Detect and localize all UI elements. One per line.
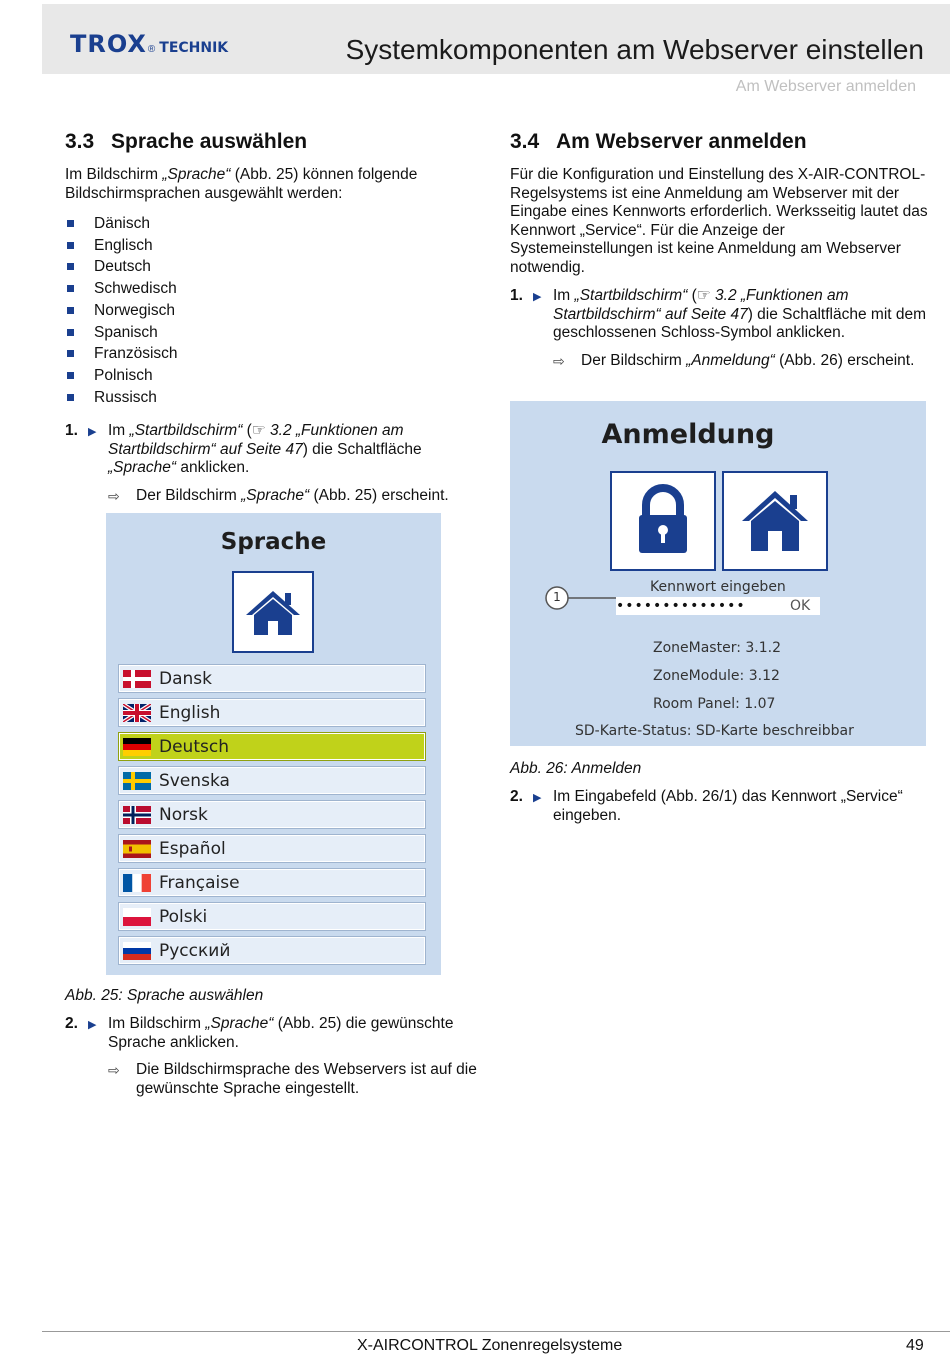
figure-caption-25: Abb. 25: Sprache auswählen: [65, 987, 264, 1004]
norway-flag-icon: [123, 806, 151, 824]
text-italic: „Startbildschirm“: [574, 287, 688, 304]
list-item: [65, 343, 485, 365]
cross-reference-icon: ☞: [696, 287, 711, 304]
sprache-screen-figure: [106, 513, 441, 975]
cross-reference-link[interactable]: 3.2 „Funktionen am Startbildschirm“ auf Seite 47: [108, 422, 404, 458]
section-title: Sprache auswählen: [111, 130, 308, 153]
list-item-label: Deutsch: [94, 258, 151, 276]
list-item-label: Schwedisch: [94, 280, 177, 298]
bullet-square-icon: [67, 372, 74, 379]
language-button-norsk[interactable]: [118, 800, 426, 829]
language-button-label: Dansk: [159, 668, 212, 689]
section-number: 3.4: [510, 130, 540, 153]
lock-icon: [612, 473, 714, 569]
bullet-square-icon: [67, 220, 74, 227]
list-item: [65, 256, 485, 278]
language-button-francaise[interactable]: [118, 868, 426, 897]
russia-flag-icon: [123, 942, 151, 960]
text: ) die Schaltfläche mit dem geschlossenen Schloss-Symbol anklicken.: [553, 305, 927, 341]
intro-paragraph: Für die Konfiguration und Einstellung des X-AIR-CONTROL-Regelsystems ist eine Anmeldung am Webserver mit der Eingabe eines Kennworts erforderlich. Werksseitig lautet das Kennwort „Service“. Für die Anzeige der Systemeinstellungen ist keine Anmeldung am Webserver notwendig.: [510, 166, 928, 276]
zonemaster-version: ZoneMaster: 3.1.2: [653, 640, 781, 656]
text-italic: „Sprache“: [162, 166, 231, 183]
home-button[interactable]: [722, 471, 828, 571]
text-italic: „Sprache“: [108, 459, 177, 477]
result-arrow-icon: ⇨: [108, 487, 120, 504]
section-number: 3.3: [65, 130, 95, 153]
list-item-label: Spanisch: [94, 323, 158, 341]
text: (Abb. 25) erscheint.: [309, 486, 449, 504]
language-button-label: Deutsch: [159, 736, 229, 757]
home-icon: [724, 473, 826, 569]
triangle-right-icon: ▶: [88, 426, 97, 439]
bullet-square-icon: [67, 329, 74, 336]
spain-flag-icon: [123, 840, 151, 858]
home-button[interactable]: [232, 571, 314, 653]
step-2: [510, 788, 930, 825]
language-button-label: Norsk: [159, 804, 208, 825]
text: Im: [553, 287, 575, 304]
password-label: Kennwort eingeben: [650, 579, 786, 595]
section-heading-3-4: [510, 130, 930, 154]
text: Im: [108, 422, 130, 440]
result-2: [65, 1061, 485, 1098]
language-button-english[interactable]: [118, 698, 426, 727]
list-item: [65, 213, 485, 235]
text: Die Bildschirmsprache des Webservers ist auf die gewünschte Sprache eingestellt.: [136, 1061, 477, 1097]
language-button-dansk[interactable]: [118, 664, 426, 693]
list-item: [65, 322, 485, 344]
result-1: [510, 352, 930, 371]
section-heading-3-3: [65, 130, 485, 154]
step-number: 2.: [510, 788, 523, 805]
page-title: Systemkomponenten am Webserver einstellen: [345, 34, 924, 65]
text: (Abb. 25) die gewünschte Sprache anklicken.: [108, 1015, 454, 1051]
list-item-label: Dänisch: [94, 215, 150, 232]
screen-title: Sprache: [220, 529, 327, 555]
text-italic: „Sprache“: [205, 1015, 274, 1032]
footer-document-title: X-AIRCONTROL Zonenregelsysteme: [357, 1337, 623, 1354]
registered-mark: ®: [147, 44, 156, 55]
cross-reference-link[interactable]: 3.2 „Funktionen am Startbildschirm“ auf Seite 47: [553, 287, 849, 323]
bullet-square-icon: [67, 242, 74, 249]
home-icon: [234, 573, 312, 651]
list-item-label: Englisch: [94, 236, 153, 254]
page-number: 49: [906, 1337, 924, 1354]
bullet-square-icon: [67, 307, 74, 314]
list-item: [65, 278, 485, 300]
france-flag-icon: [123, 874, 151, 892]
language-button-polski[interactable]: [118, 902, 426, 931]
anmeldung-screen-figure: [510, 401, 926, 746]
bullet-square-icon: [67, 285, 74, 292]
result-arrow-icon: ⇨: [108, 1062, 120, 1078]
footer-divider: [42, 1331, 950, 1332]
intro-paragraph: [65, 166, 485, 203]
triangle-right-icon: ▶: [88, 1019, 97, 1031]
list-item-label: Norwegisch: [94, 301, 175, 319]
result-arrow-icon: ⇨: [553, 352, 565, 369]
text: (: [242, 422, 252, 440]
language-button-svenska[interactable]: [118, 766, 426, 795]
screen-title: Anmeldung: [601, 419, 775, 450]
list-item-label: Russisch: [94, 388, 157, 406]
bullet-square-icon: [67, 394, 74, 401]
text: (Abb. 25) können folgende Bildschirmsprachen ausgewählt werden:: [65, 166, 418, 202]
text: ) die Schaltfläche: [302, 440, 422, 458]
list-item: [65, 365, 485, 387]
right-column-continued: [510, 760, 930, 825]
bullet-square-icon: [67, 350, 74, 357]
trox-logo: [70, 30, 228, 60]
language-button-label: Polski: [159, 906, 208, 927]
language-button-label: Español: [159, 838, 226, 859]
step-number: 1.: [65, 422, 78, 440]
language-button-label: Svenska: [159, 770, 230, 791]
triangle-right-icon: ▶: [533, 792, 542, 804]
cross-reference-icon: ☞: [251, 422, 266, 440]
bullet-square-icon: [67, 263, 74, 270]
page-subtitle: Am Webserver anmelden: [735, 78, 916, 95]
text-italic: „Sprache“: [241, 486, 310, 504]
logo-trox-text: TROX: [70, 30, 147, 58]
germany-flag-icon: [123, 738, 151, 756]
step-number: 1.: [510, 287, 523, 304]
language-button-deutsch[interactable]: [118, 732, 426, 761]
text: (: [687, 287, 697, 304]
result-1: [65, 487, 485, 506]
language-button-label: English: [159, 702, 221, 723]
language-list: [65, 213, 485, 408]
password-mask: ••••••••••••••: [616, 598, 746, 614]
figure-caption-26: Abb. 26: Anmelden: [510, 760, 642, 777]
text: Im Eingabefeld (Abb. 26/1) das Kennwort „Service“ eingeben.: [553, 788, 903, 824]
text-italic: „Anmeldung“: [686, 351, 775, 369]
poland-flag-icon: [123, 908, 151, 926]
lock-button[interactable]: [610, 471, 716, 571]
list-item: [65, 387, 485, 409]
text: Im Bildschirm: [65, 166, 163, 183]
language-button-label: Française: [159, 872, 240, 893]
step-number: 2.: [65, 1015, 78, 1032]
sweden-flag-icon: [123, 772, 151, 790]
uk-flag-icon: [123, 704, 151, 722]
list-item: [65, 300, 485, 322]
step-1: [510, 287, 930, 343]
list-item-label: Französisch: [94, 345, 178, 363]
language-button-espanol[interactable]: [118, 834, 426, 863]
text: Der Bildschirm: [136, 486, 242, 504]
left-column-continued: [65, 987, 485, 1098]
text: Im Bildschirm: [108, 1015, 206, 1032]
ok-button[interactable]: OK: [790, 598, 811, 614]
step-1: [65, 422, 485, 478]
left-column: [65, 130, 485, 505]
section-title: Am Webserver anmelden: [556, 130, 807, 153]
text: (Abb. 26) erscheint.: [774, 351, 915, 369]
text-italic: „Startbildschirm“: [129, 422, 243, 440]
text: Der Bildschirm: [581, 351, 687, 369]
list-item: [65, 235, 485, 257]
zonemodule-version: ZoneModule: 3.12: [653, 668, 780, 684]
step-2: [65, 1015, 485, 1052]
triangle-right-icon: ▶: [533, 291, 542, 303]
right-column: [510, 130, 930, 370]
logo-technik-text: TECHNIK: [159, 40, 229, 56]
language-button-russkiy[interactable]: [118, 936, 426, 965]
language-button-label: Русский: [159, 940, 231, 961]
denmark-flag-icon: [123, 670, 151, 688]
roompanel-version: Room Panel: 1.07: [653, 696, 776, 712]
list-item-label: Polnisch: [94, 366, 153, 384]
sd-card-status: SD-Karte-Status: SD-Karte beschreibbar: [575, 723, 854, 739]
page-header: [42, 4, 950, 74]
text: anklicken.: [176, 459, 250, 477]
callout-number: 1: [553, 590, 561, 604]
